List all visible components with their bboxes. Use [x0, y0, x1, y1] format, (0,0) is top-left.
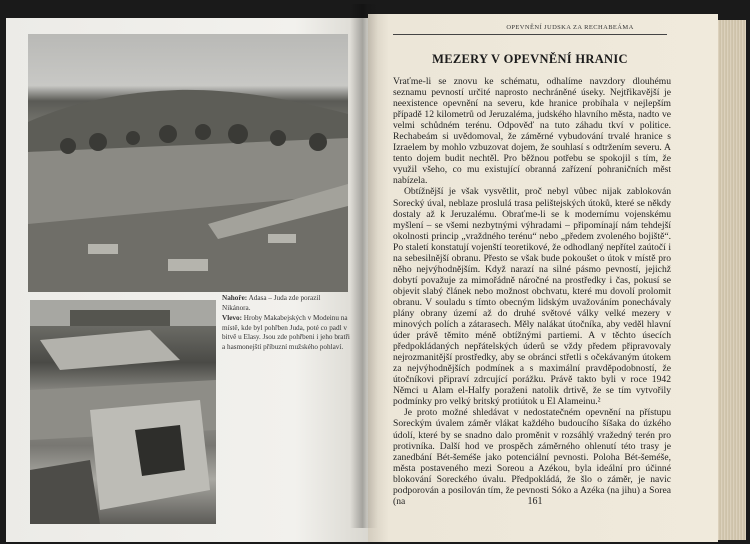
- tombs-illustration: [30, 300, 216, 524]
- page-number: 161: [527, 496, 543, 507]
- photo-maccabean-tombs: [30, 300, 216, 524]
- paragraph-2: Obtížnější je však vysvětlit, proč nebyl vůbec nijak zablokován Sorecký úval, neblaze proslulá trasa pelištejských útoků, které se někdy dostaly až k Jeruzalému. Obraťme-li se k modernímu vojenskému myšlení – se všemi nezbytnými výhradami – připomínají nám tehdejší okolnosti princip „vraždného terénu“ nebo „předem zvoleného bojiště“. Po staletí konstatují vojenští teoretikové, že odhodlaný nepřítel zaútočí i na sebesilnější obranu. Přesto se však bude pokoušet o útok v místě pro něho nejvýhodnějším. Když narazí na silné pásmo pevností, jejichž dobytí považuje za mimořádně náročné na prostředky i čas, pokusí se objevit slabý článek nebo možnost obchvatu, které mu dovolí prolomit obranu. V souladu s tímto obecným lidským uvažováním ponechávaly plány obrany území až do druhé světové války velké mezery v minových polích a zátarasech. Měly nalákat útočníka, aby veděl hlavní úder právě těmito méně obtížnými partiemi. A v těchto úsecích předpokládaných nepřátelských úderů se vždy předem připravovaly nejrozmanitější prostředky, aby se obránci střetli s očekávaným útokem za nejvýhodnějších podmínek a s maximální pravděpodobností, že útočníkovi připraví zdrcující porážku. Právě takto byli v roce 1942 Němci u Alam el-Halfy poraženi natolik drtivě, že se tím vytvořily podmínky pro velký britský protiútok u El Alameinu.²: [393, 186, 671, 408]
- caption-top-label: Nahoře:: [222, 294, 248, 302]
- paragraph-1: Vraťme-li se znovu ke schématu, odhalíme navzdory dlouhému seznamu pevností určité naprosto nechráněné úseky. Nejtřikavější je neexistence opevnění na severu, kde hranice probíhala v nejlepším případě 12 kilometrů od Jeruzaléma, judského hlavního města, nadto ve velmi schůdném terénu. Odpověď na tuto záhadu tkví v politice. Rechabeám si uvědomoval, že záměrné vybudování trvalé hranice s Izraelem by mohlo vzbuzovat dojem, že souhlasí s odtržením severu. A tento dojem budit nechtěl. Pro běžnou potřebu se spokojil s tím, že využil všeho, co mu existující obranná zařízení pohraničních měst nabízela.: [393, 76, 671, 187]
- caption-bottom-text: Hroby Makabejských v Modeinu na místě, kde byl pohřben Juda, poté co padl v bitvě u Elasy. Jsou zde pohřbeni i jeho bratři a hasmonejští příbuzní mužského pohlaví.: [222, 314, 350, 351]
- section-title: MEZERY V OPEVNĚNÍ HRANIC: [432, 52, 628, 66]
- running-head: OPEVNĚNÍ JUDSKA ZA RECHABEÁMA: [506, 24, 634, 31]
- caption-top-text: Adasa – Juda zde porazil Nikánora.: [222, 294, 321, 312]
- header-rule: [393, 34, 667, 35]
- caption-bottom-photo: [222, 314, 350, 352]
- page-edges: [718, 20, 746, 540]
- caption-top-photo: [222, 294, 350, 313]
- photo-adasa-landscape: [28, 34, 348, 292]
- body-text: [393, 76, 671, 507]
- paragraph-3: Je proto možné shledávat v nedostatečném opevnění na přístupu Soreckým úvalem záměr vlákat každého budoucího šíšaka do úzkého údolí, které by se snadno dalo proměnit v rozsáhlý vražedný terén pro protivníka. Další hod ve prospěch záměrného ohlenutí této trasy je zanedbání Bét-šeméše jako potenciální pevnosti. Poloha Bét-šeméše, města postaveného mezi Soreou a Azékou, byla ideální pro účinné blokování Soreckého úvalu. Předpokládá, že šlo o záměr, je navic podporován a posilován tím, že pevnosti Sóko a Azéka (na jihu) a Sorea (na: [393, 407, 671, 507]
- caption-bottom-label: Vlevo:: [222, 314, 242, 322]
- landscape-illustration: [28, 34, 348, 292]
- gutter-shadow: [350, 4, 378, 528]
